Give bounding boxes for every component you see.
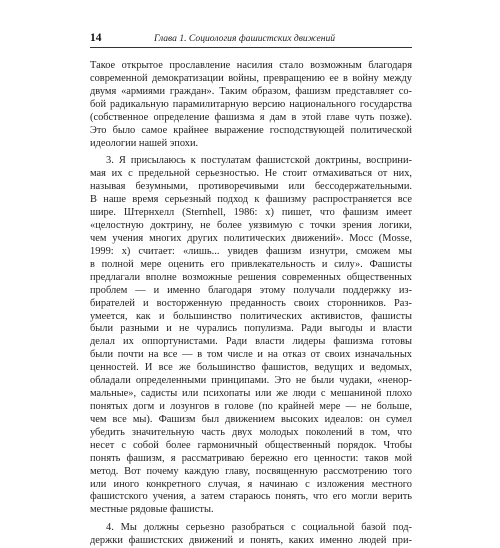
text-line: ценностей. И все же большинство фашистов, ведущих и ведомых, — [90, 362, 412, 374]
text-line: понять фашизм, я рассматриваю бережно его ценности: таков мой — [90, 452, 412, 464]
paragraph — [90, 522, 412, 548]
text-line: чем все мы). Фашизм был движением высоких идеалов: он сумел — [90, 413, 412, 425]
text-line: 1999: x) считает: «лишь... увидев фашизм изнутри, сможем мы — [90, 245, 412, 257]
text-line: чем учения многих других политических движений». Мосс (Mosse, — [90, 232, 412, 244]
text-line: делал их оппортунистами. Ради власти лидеры фашизма готовы — [90, 336, 412, 348]
text-line: называя безумными, противоречивыми или бессодержательными. — [90, 181, 412, 193]
body-text — [90, 60, 412, 548]
text-line: или иного конкретного случая, я начинаю с изложения местного — [90, 478, 412, 490]
text-line: «целостную доктрину, не более уязвимую с точки зрения логики, — [90, 220, 412, 232]
running-head — [90, 30, 412, 46]
text-line: мальные», садисты или психопаты или же люди с мешаниной плохо — [90, 388, 412, 400]
text-line: были разными и не чурались популизма. Ради выгоды и власти — [90, 323, 412, 335]
text-line: Такое открытое прославление насилия стало возможным благодаря — [90, 60, 412, 71]
chapter-title: Глава 1. Социология фашистских движений — [154, 33, 336, 44]
page-number: 14 — [90, 32, 102, 44]
header-rule — [90, 47, 412, 48]
text-line: бой радикальную парамилитарную версию национального государства — [90, 98, 412, 110]
text-line: 3. Я присылаюсь к постулатам фашистской доктрины, восприни- — [106, 155, 412, 167]
text-line: бирателей и восторженную преданность своих сторонников. Раз- — [90, 297, 412, 309]
text-line: обладали определенными принципами. Это не были чудаки, «ненор- — [90, 375, 412, 387]
text-line: современной демократизации войны, превращению ее в войну между — [90, 72, 412, 84]
paragraph — [90, 155, 412, 517]
text-line: несет с собой более гармоничный общественный порядок. Чтобы — [90, 439, 412, 451]
text-line: мая их с предельной серьезностью. Не стоит отмахиваться от них, — [90, 168, 412, 180]
text-line: Это было самое крайнее выражение господствующей политической — [90, 124, 412, 136]
text-line: В наше время серьезный подход к фашизму распространяется все — [90, 194, 412, 206]
text-line: в полной мере оценить его привлекательность и силу». Фашисты — [90, 258, 412, 270]
text-line: предлагали вполне возможные решения современных общественных — [90, 271, 412, 283]
text-line: были почти на все — в том числе и на отказ от своих изначальных — [90, 349, 412, 361]
text-line: местные рядовые фашисты. — [90, 504, 214, 516]
text-line: фашистского учения, а затем стараюсь понять, что его могли верить — [90, 491, 412, 503]
text-line: держки фашистских движений и понять, каких именно людей при- — [90, 535, 412, 547]
text-line: метод. Вот почему каждую главу, посвященную рассмотрению того — [90, 465, 412, 477]
text-line: (собственное определение фашизма я дам в этой главе чуть позже). — [90, 111, 412, 123]
text-line: 4. Мы должны серьезно разобраться с социальной базой под- — [106, 522, 412, 534]
text-line: умеется, как и большинство политических активистов, фашисты — [90, 310, 412, 322]
text-line: проблем — и именно благодаря этому получали поддержку из- — [90, 284, 412, 296]
text-line: понятых догм и лозунгов в голове (по крайней мере — не больше, — [90, 400, 412, 412]
text-line: идеологии нашей эпохи. — [90, 137, 199, 149]
text-line: шире. Штернхелл (Sternhell, 1986: x) пишет, что фашизм имеет — [90, 207, 412, 219]
paragraph — [90, 60, 412, 150]
text-line: убедить значительную часть двух молодых поколений в том, что — [90, 426, 412, 438]
text-line: двумя «армиями граждан». Таким образом, фашизм представляет со- — [90, 85, 412, 97]
